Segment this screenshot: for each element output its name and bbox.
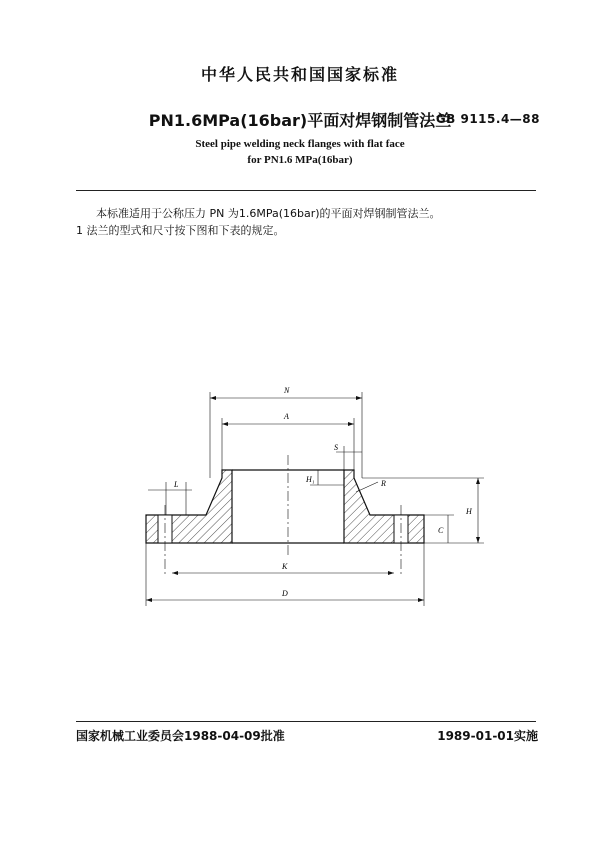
english-title-line1: Steel pipe welding neck flanges with flat face bbox=[195, 138, 405, 150]
label-L: L bbox=[174, 480, 179, 489]
label-S: S bbox=[334, 443, 338, 452]
label-K: K bbox=[282, 562, 288, 571]
label-H: H bbox=[466, 507, 472, 516]
label-R: R bbox=[381, 479, 386, 488]
label-N: N bbox=[284, 386, 290, 395]
english-title-line2: for PN1.6 MPa(16bar) bbox=[247, 154, 353, 166]
document-title: PN1.6MPa(16bar)平面对焊钢制管法兰 bbox=[148, 111, 452, 130]
footer-issuer: 国家机械工业委员会1988-04-09批准 bbox=[76, 729, 285, 743]
label-C: C bbox=[438, 526, 444, 535]
standard-code: GB 9115.4—88 bbox=[435, 112, 540, 126]
section-1-paragraph: 1 法兰的型式和尺寸按下图和下表的规定。 bbox=[76, 224, 285, 237]
footer-divider bbox=[76, 721, 536, 722]
label-H1: H₁ bbox=[306, 475, 315, 484]
scope-paragraph: 本标准适用于公称压力 PN 为1.6MPa(16bar)的平面对焊钢制管法兰。 bbox=[96, 207, 441, 220]
footer-effective-date: 1989-01-01实施 bbox=[437, 729, 538, 743]
label-D: D bbox=[282, 589, 288, 598]
label-A: A bbox=[284, 412, 289, 421]
standard-header: 中华人民共和国国家标准 bbox=[200, 65, 399, 84]
